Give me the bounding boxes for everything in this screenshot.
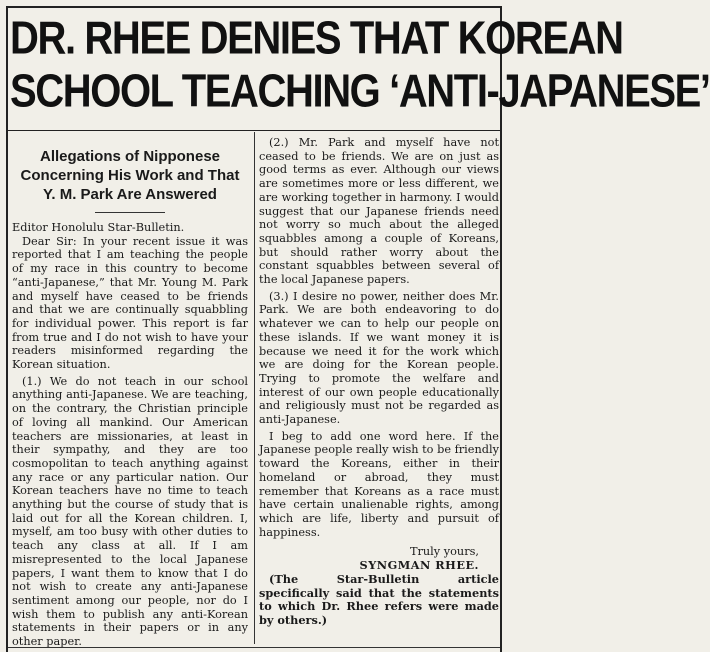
- right-column: [259, 133, 499, 628]
- subheadline-divider: [95, 212, 165, 213]
- salutation-dear: Dear Sir:: [22, 234, 77, 248]
- intro-paragraph: [12, 235, 248, 372]
- paragraph-3: (3.) I desire no power, neither does Mr. Park. We are both endeavoring to do whatever we can to help our people on these islands. If we want money it is because we need it for the work which we are doing for the Korean people. Trying to promote the welfare and interest of our own people educationally and religiously must not be regarded as anti-Japanese.: [259, 289, 499, 427]
- paragraph-1: (1.) We do not teach in our school anything anti-Japanese. We are teaching, on the contrary, the Christian principle of loving all mankind. Our American teachers are missionaries, at least in their sympathy, and they are too cosmopolitan to teach anything against any race or any particular nation. Our Korean teachers have no time to teach anything but the course of study that is laid out for all the Korean children. I, myself, am too busy with other duties to teach any class at all. If I am misrepresented to the local Japanese papers, I want them to know that I do not wish to create any anti-Japanese sentiment among our people, nor do I wish them to publish any anti-Korean statements in their papers or in any other paper.: [12, 374, 248, 649]
- bottom-border: [8, 647, 500, 648]
- column-divider: [254, 132, 255, 644]
- signature: SYNGMAN RHEE.: [359, 558, 479, 573]
- headline-line-1: DR. RHEE DENIES THAT KOREAN: [10, 13, 623, 64]
- left-border: [6, 6, 8, 652]
- editor-note: (The Star-Bulletin article specifically said that the statements to which Dr. Rhee refers were made by others.): [259, 571, 499, 627]
- subheadline: Allegations of Nipponese Concerning His Work and That Y. M. Park Are Answered: [20, 148, 240, 203]
- closing-block: [259, 545, 499, 572]
- valediction: Truly yours,: [409, 545, 479, 559]
- headline-divider: [8, 130, 500, 131]
- headline: [10, 12, 710, 118]
- intro-text: In your recent issue it was reported that I am teaching the people of my race in this country to become “anti-Japanese,” that Mr. Young M. Park and myself have ceased to be friends and that we are continually squabbling for individual power. This report is far from true and I do not wish to have your readers misinformed regarding the Korean situation.: [12, 234, 248, 372]
- headline-line-2: SCHOOL TEACHING ‘ANTI-JAPANESE’: [10, 66, 710, 117]
- left-column: [12, 133, 248, 649]
- paragraph-4: I beg to add one word here. If the Japanese people really wish to be friendly toward the Koreans, either in their homeland or abroad, they must remember that Koreans as a race must have certain unalienable rights, among which are life, liberty and pursuit of happiness.: [259, 429, 499, 539]
- salutation-editor: Editor Honolulu Star-Bulletin.: [12, 221, 185, 234]
- top-border: [6, 6, 502, 8]
- paragraph-2: (2.) Mr. Park and myself have not ceased to be friends. We are on just as good terms as ever. Although our views are sometimes more or less different, we are working together in harmony. I would suggest that our Japanese friends need not worry so much about the alleged squabbles among a couple of Koreans, but should rather worry about the constant squabbles between several of the local Japanese papers.: [259, 136, 499, 287]
